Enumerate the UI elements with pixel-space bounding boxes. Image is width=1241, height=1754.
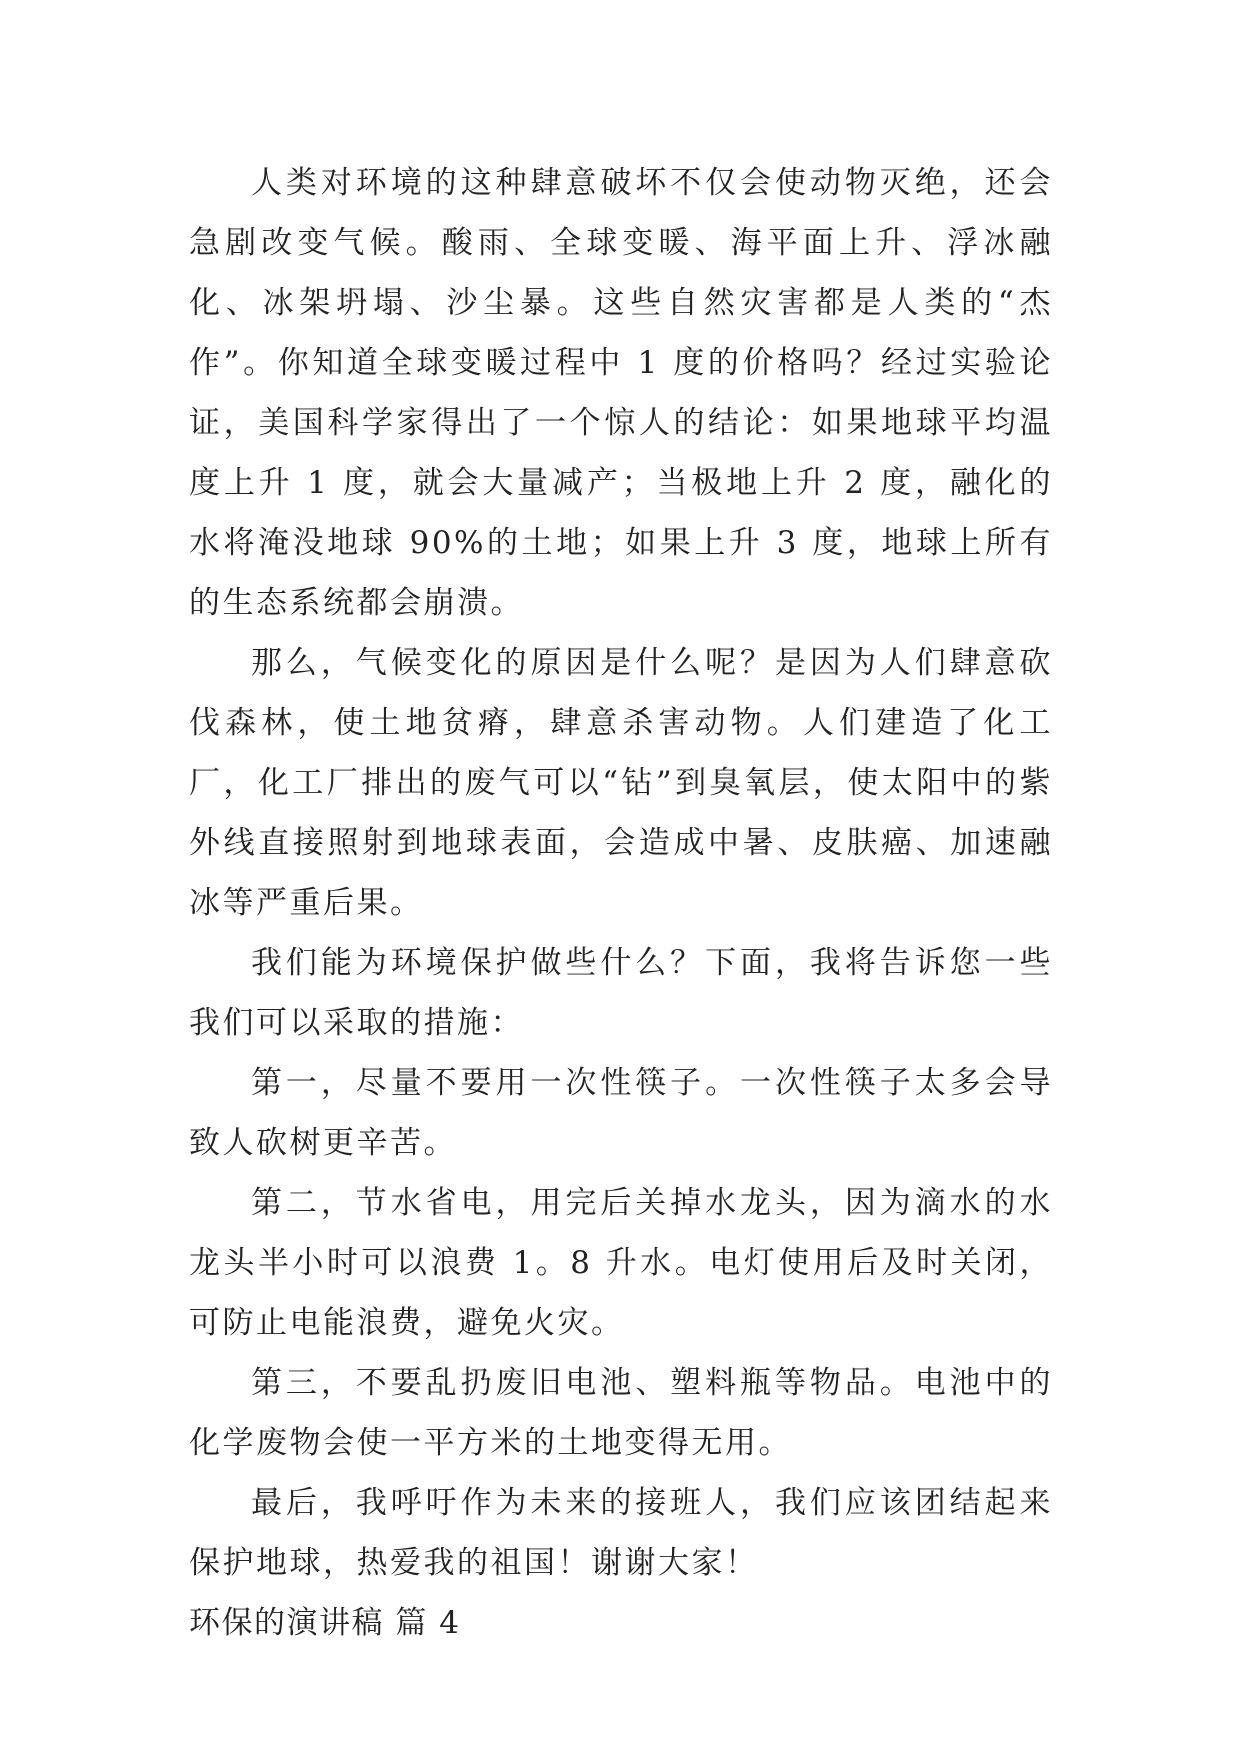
document-body [189, 153, 1053, 1653]
paragraph-climate-causes: 那么，气候变化的原因是什么呢？是因为人们肆意砍伐森林，使土地贫瘠，肆意杀害动物。人们建造了化工厂，化工厂排出的废气可以“钻”到臭氧层，使太阳中的紫外线直接照射到地球表面，会造成中暑、皮肤癌、加速融冰等严重后果。 [189, 645, 1053, 921]
paragraph-measure-first: 第一，尽量不要用一次性筷子。一次性筷子太多会导致人砍树更辛苦。 [189, 1065, 1053, 1161]
paragraph-measure-third: 第三，不要乱扔废旧电池、塑料瓶等物品。电池中的化学废物会使一平方米的土地变得无用。 [189, 1365, 1053, 1461]
section-heading: 环保的演讲稿 篇 4 [189, 1605, 461, 1641]
paragraph-measures-intro: 我们能为环境保护做些什么？下面，我将告诉您一些我们可以采取的措施： [189, 945, 1053, 1041]
paragraph-closing: 最后，我呼吁作为未来的接班人，我们应该团结起来保护地球，热爱我的祖国！谢谢大家！ [189, 1485, 1053, 1581]
paragraph-environment-damage: 人类对环境的这种肆意破坏不仅会使动物灭绝，还会急剧改变气候。酸雨、全球变暖、海平面上升、浮冰融化、冰架坍塌、沙尘暴。这些自然灾害都是人类的“杰作”。你知道全球变暖过程中 1 度的价格吗？经过实验论证，美国科学家得出了一个惊人的结论：如果地球平均温度上升 1 度，就会大量减产；当极地上升 2 度，融化的水将淹没地球 90%的土地；如果上升 3 度，地球上所有的生态系统都会崩溃。 [189, 165, 1053, 621]
paragraph-measure-second: 第二，节水省电，用完后关掉水龙头，因为滴水的水龙头半小时可以浪费 1。8 升水。电灯使用后及时关闭，可防止电能浪费，避免火灾。 [189, 1185, 1053, 1341]
